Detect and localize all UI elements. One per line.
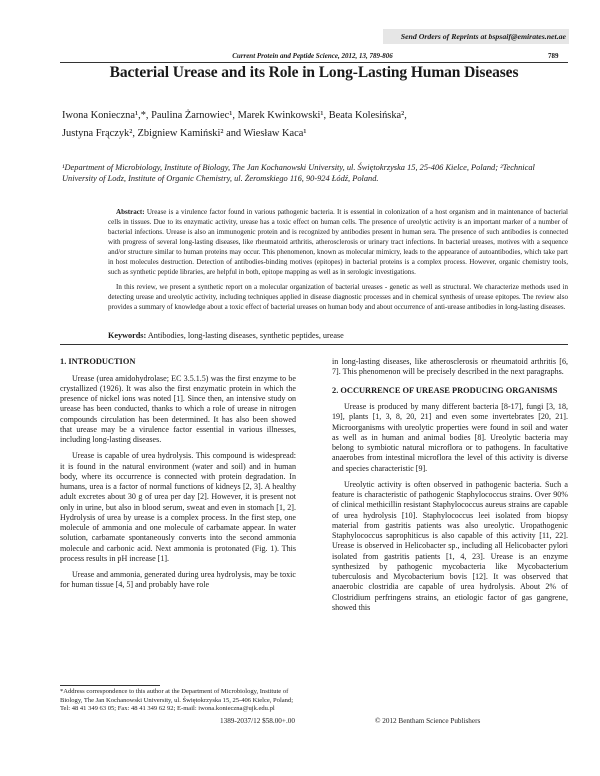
abstract-paragraph-2: In this review, we present a synthetic report on a molecular organization of bacterial ureases - genetic as well as structural. We characterize methods used in detecting urease and ureolytic activity, including techniques applied in disease diagnostic processes and in chemical synthesis of urease epitopes. The review also provides a summary of knowledge about a toxic effect of bacterial ureases on human body and about occurrence of anti-urease antibodies in long-lasting diseases. — [108, 283, 568, 312]
author-line-2: Justyna Frączyk², Zbigniew Kamiński² and Wiesław Kaca¹ — [62, 128, 307, 139]
publisher-copyright: © 2012 Bentham Science Publishers — [375, 717, 481, 725]
intro-paragraph-1: Urease (urea amidohydrolase; EC 3.5.1.5) was the first enzyme to be crystallized (1926). It was also the first enzymatic protein in which the presence of nickel ions was noted [1]. Since then, an intensive study on urease has been conducted, thanks to which a role of urease in nitrogen compounds circulation has been determined. It has also been showed that urease may be a virulence factor essential in various illnesses, including long-lasting diseases. — [60, 373, 296, 444]
left-column — [60, 357, 296, 597]
intro-continuation: in long-lasting diseases, like atherosclerosis or rheumatoid arthritis [6, 7]. This phenomenon will be precisely described in the next paragraphs. — [332, 357, 568, 377]
section-heading-occurrence: 2. OCCURRENCE OF UREASE PRODUCING ORGANISMS — [332, 385, 558, 395]
footnote-rule — [60, 685, 160, 686]
intro-paragraph-2: Urease is capable of urea hydrolysis. This compound is widespread: it is found in the natural environment (water and soil) and in human body, where its occurrence is connected with protein degradation. In humans, urea is a factor of normal functions of kidneys [2, 3]. A healthy adult excretes about 30 g of urea per day [2]. However, it is present not only in urine, but also in blood serum, sweat and even in stomach [1, 2]. Hydrolysis of urea by urease is a complex process. In the first step, one molecule of ammonia and one molecule of carbamate appear. In water solution, carbamate spontaneously converts into the second ammonia molecule and carbonic acid. Next ammonia is protonated (Fig. 1). This process results in pH increase [1]. — [60, 451, 296, 563]
keywords-label: Keywords: — [108, 331, 147, 340]
journal-citation: Current Protein and Peptide Science, 2012, 13, 789-806 — [232, 52, 393, 60]
article-title: Bacterial Urease and its Role in Long-Lasting Human Diseases — [109, 64, 519, 81]
keywords-rule — [60, 344, 568, 345]
author-list — [62, 107, 568, 143]
issn-price: 1389-2037/12 $58.00+.00 — [220, 717, 295, 725]
abstract — [108, 207, 568, 312]
reprint-notice: Send Orders of Reprints at bspsaif@emirates.net.ae — [383, 29, 569, 44]
correspondence-footnote: *Address correspondence to this author at the Department of Microbiology, Institute of Biology, The Jan Kochanowski University, ul. Świętokrzyska 15, 25-406 Kielce, Poland; Tel: 48 41 349 63 05; Fax: 48 41 349 62 92; E-mail: iwona.konieczna@ujk.edu.pl — [60, 688, 294, 712]
right-column — [332, 357, 568, 619]
occurrence-paragraph-1: Urease is produced by many different bacteria [8-17], fungi [3, 18, 19], plants [1, 3, 8, 20, 21] and even some invertebrates [20, 21]. Microorganisms with ureolytic properties were found in soil and water as well as in human and animal bodies [8]. Ureolytic bacteria may belong to symbiotic natural microflora or to pathogens. In facultative anaerobes from intestinal microflora the level of this activity is diverse and species characteristic [9]. — [332, 402, 568, 473]
occurrence-paragraph-2: Ureolytic activity is often observed in pathogenic bacteria. Such a feature is characteristic of pathogenic Staphylococcus strains. Over 90% of clinical methicillin resistant Staphylococcus aureus strains are capable of urea hydrolysis [10]. Staphylococcus leei isolated from biopsy material from gastritis patients was also ureolytic. Uropathogenic Staphylococcus saprophiticus is also capable of this activity [11, 22]. Urease is observed in Helicobacter sp., including all Helicobacter pylori isolated from gastritis patients [1, 4, 23]. Urease is an enzyme synthesized by pathogenic mycobacteria like Mycobacterium tuberculosis and Mycobacterium bovis [12]. It was observed that anaerobic clostridia are capable of urea hydrolysis. About 2% of Clostridium perfringens strains, an etiologic factor of gas gangrene, showed this — [332, 479, 568, 612]
abstract-label: Abstract: — [116, 208, 145, 216]
author-line-1: Iwona Konieczna¹,*, Paulina Żarnowiec¹, Marek Kwinkowski¹, Beata Kolesińska², — [62, 110, 407, 121]
intro-paragraph-3: Urease and ammonia, generated during urea hydrolysis, may be toxic for human tissue [4, 5] and probably have role — [60, 570, 296, 590]
keywords — [108, 331, 568, 340]
section-heading-introduction: 1. INTRODUCTION — [60, 357, 136, 366]
abstract-paragraph-1: Urease is a virulence factor found in various pathogenic bacteria. It is essential in colonization of a host organism and in maintenance of bacterial cells in tissues. Due to its enzymatic activity, urease has a toxic effect on human cells. The presence of ureolytic activity is an important marker of a number of bacterial infections. Urease is also an immunogenic protein and is recognized by antibodies present in human sera. The presence of such antibodies is connected with progress of several long-lasting diseases, like rheumatoid arthritis, atherosclerosis or urinary tract infections. In bacterial ureases, motives with a sequence and/or structure similar to human proteins may occur. This phenomenon, known as molecular mimicry, leads to the appearance of autoantibodies, which take part in host molecules destruction. Detection of antibodies-binding motives (epitopes) in bacterial proteins is a complex process. However, organic chemistry tools, such as synthetic peptide libraries, are helpful in both, epitope mapping as well as in serologic investigations. — [108, 208, 568, 277]
header-rule — [60, 62, 568, 63]
affiliations: ¹Department of Microbiology, Institute of Biology, The Jan Kochanowski University, ul. Świętokrzyska 15, 25-406 Kielce, Poland; ²Technical University of Lodz, Institute of Organic Chemistry, ul. Żeromskiego 116, 90-924 Łódź, Poland. — [62, 163, 535, 183]
keywords-text: Antibodies, long-lasting diseases, synthetic peptides, urease — [147, 331, 344, 340]
page-number: 789 — [548, 52, 559, 60]
